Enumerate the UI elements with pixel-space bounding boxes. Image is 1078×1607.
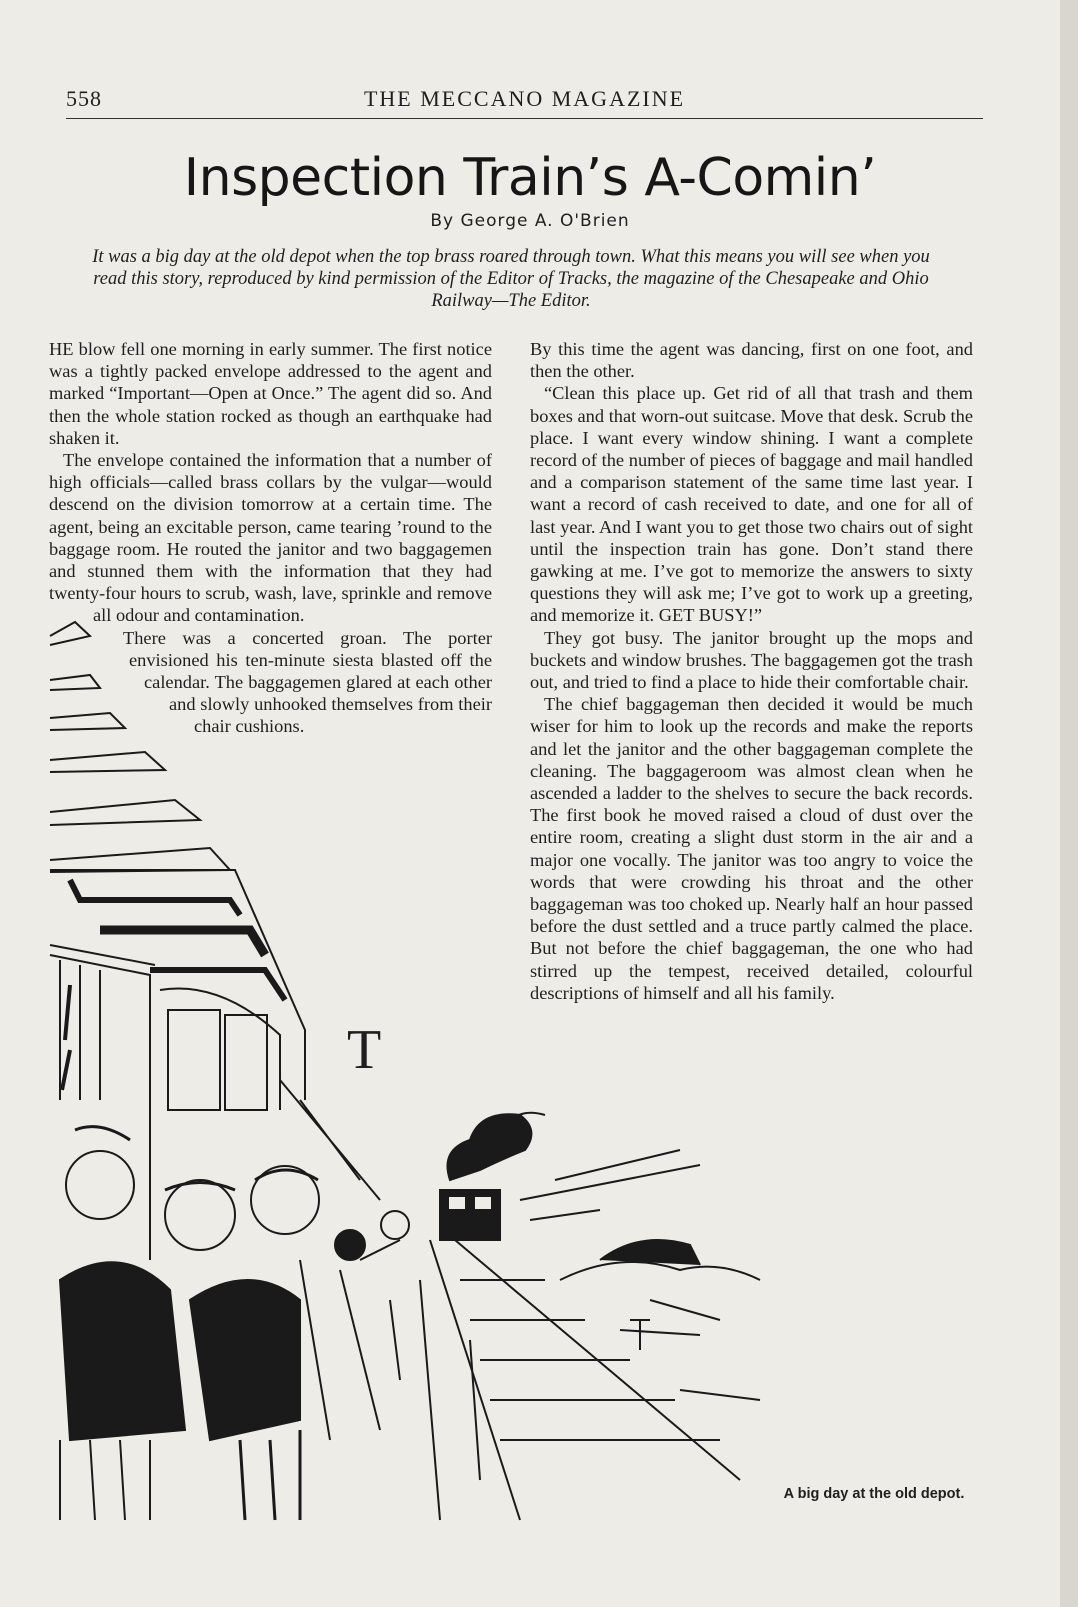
left-paragraph-2: The envelope contained the information that a number of high officials—called brass collars by the vulgar—would descend on the division tomorrow at a certain time. The agent, being an excitable person, came tearing ’round to the baggage room. He routed the janitor and two baggagemen and stunned them with the information that they had twenty-four hours to scrub, wash, lave, sprinkle and remove all odour and contamination. <box>49 450 492 626</box>
page-number: 558 <box>66 86 102 111</box>
article-byline: By George A. O'Brien <box>430 211 630 231</box>
drop-cap: T <box>347 1019 382 1081</box>
right-paragraph-1: By this time the agent was dancing, first on one foot, and then the other. <box>530 339 973 382</box>
left-paragraph-1: HE blow fell one morning in early summer. The first notice was a tightly packed envelope addressed to the agent and marked “Important—Open at Once.” The agent did so. And then the whole station rocked as though an earthquake had shaken it. <box>49 339 492 448</box>
article-title: Inspection Train’s A-Comin’ <box>183 148 877 208</box>
article-intro: It was a big day at the old depot when the top brass roared through town. What this means you will see when you read this story, reproduced by kind permission of the Editor of Tracks, the magazine of the Chesapeake and Ohio Railway—The Editor. <box>92 247 930 311</box>
illustration-caption: A big day at the old depot. <box>783 1486 965 1502</box>
left-paragraph-3: There was a concerted groan. The porter envisioned his ten-minute siesta blasted off the calendar. The baggagemen glared at each other and slowly unhooked themselves from their chair cushions. <box>123 627 492 737</box>
right-paragraph-3: They got busy. The janitor brought up the mops and buckets and window brushes. The baggagemen got the trash out, and tried to find a place to hide their comfortable chair. <box>530 627 973 693</box>
right-paragraph-2: “Clean this place up. Get rid of all that trash and them boxes and that worn-out suitcase. Move that desk. Scrub the place. I want every window shining. I want a complete record of the number of pieces of baggage and mail handled and a comparison statement of the same time last year. I want a record of cash received to date, and one for all of last year. And I want you to get those two chairs out of sight until the inspection train has gone. Don’t stand there gawking at me. I’ve got to memorize the answers to sixty questions they will ask me; I’ve got to work up a greeting, and memorize it. GET BUSY!” <box>530 383 973 626</box>
text-column-left <box>49 338 492 1081</box>
right-paragraph-4: The chief baggageman then decided it would be much wiser for him to look up the records and make the reports and let the janitor and the other baggageman complete the cleaning. The baggageroom was almost clean when he ascended a ladder to the shelves to secure the back records. The first book he moved raised a cloud of dust over the entire room, creating a slight dust storm in the air and a major one vocally. The janitor was too angry to voice the words that were crowding his throat and the other baggageman was too choked up. Nearly half an hour passed before the dust settled and a truce partly calmed the place. But not before the chief baggageman, the one who had stirred up the tempest, received detailed, colourful descriptions of himself and all his family. <box>530 694 973 1003</box>
text-column-right <box>530 338 973 1422</box>
magazine-name: THE MECCANO MAGAZINE <box>363 86 686 111</box>
